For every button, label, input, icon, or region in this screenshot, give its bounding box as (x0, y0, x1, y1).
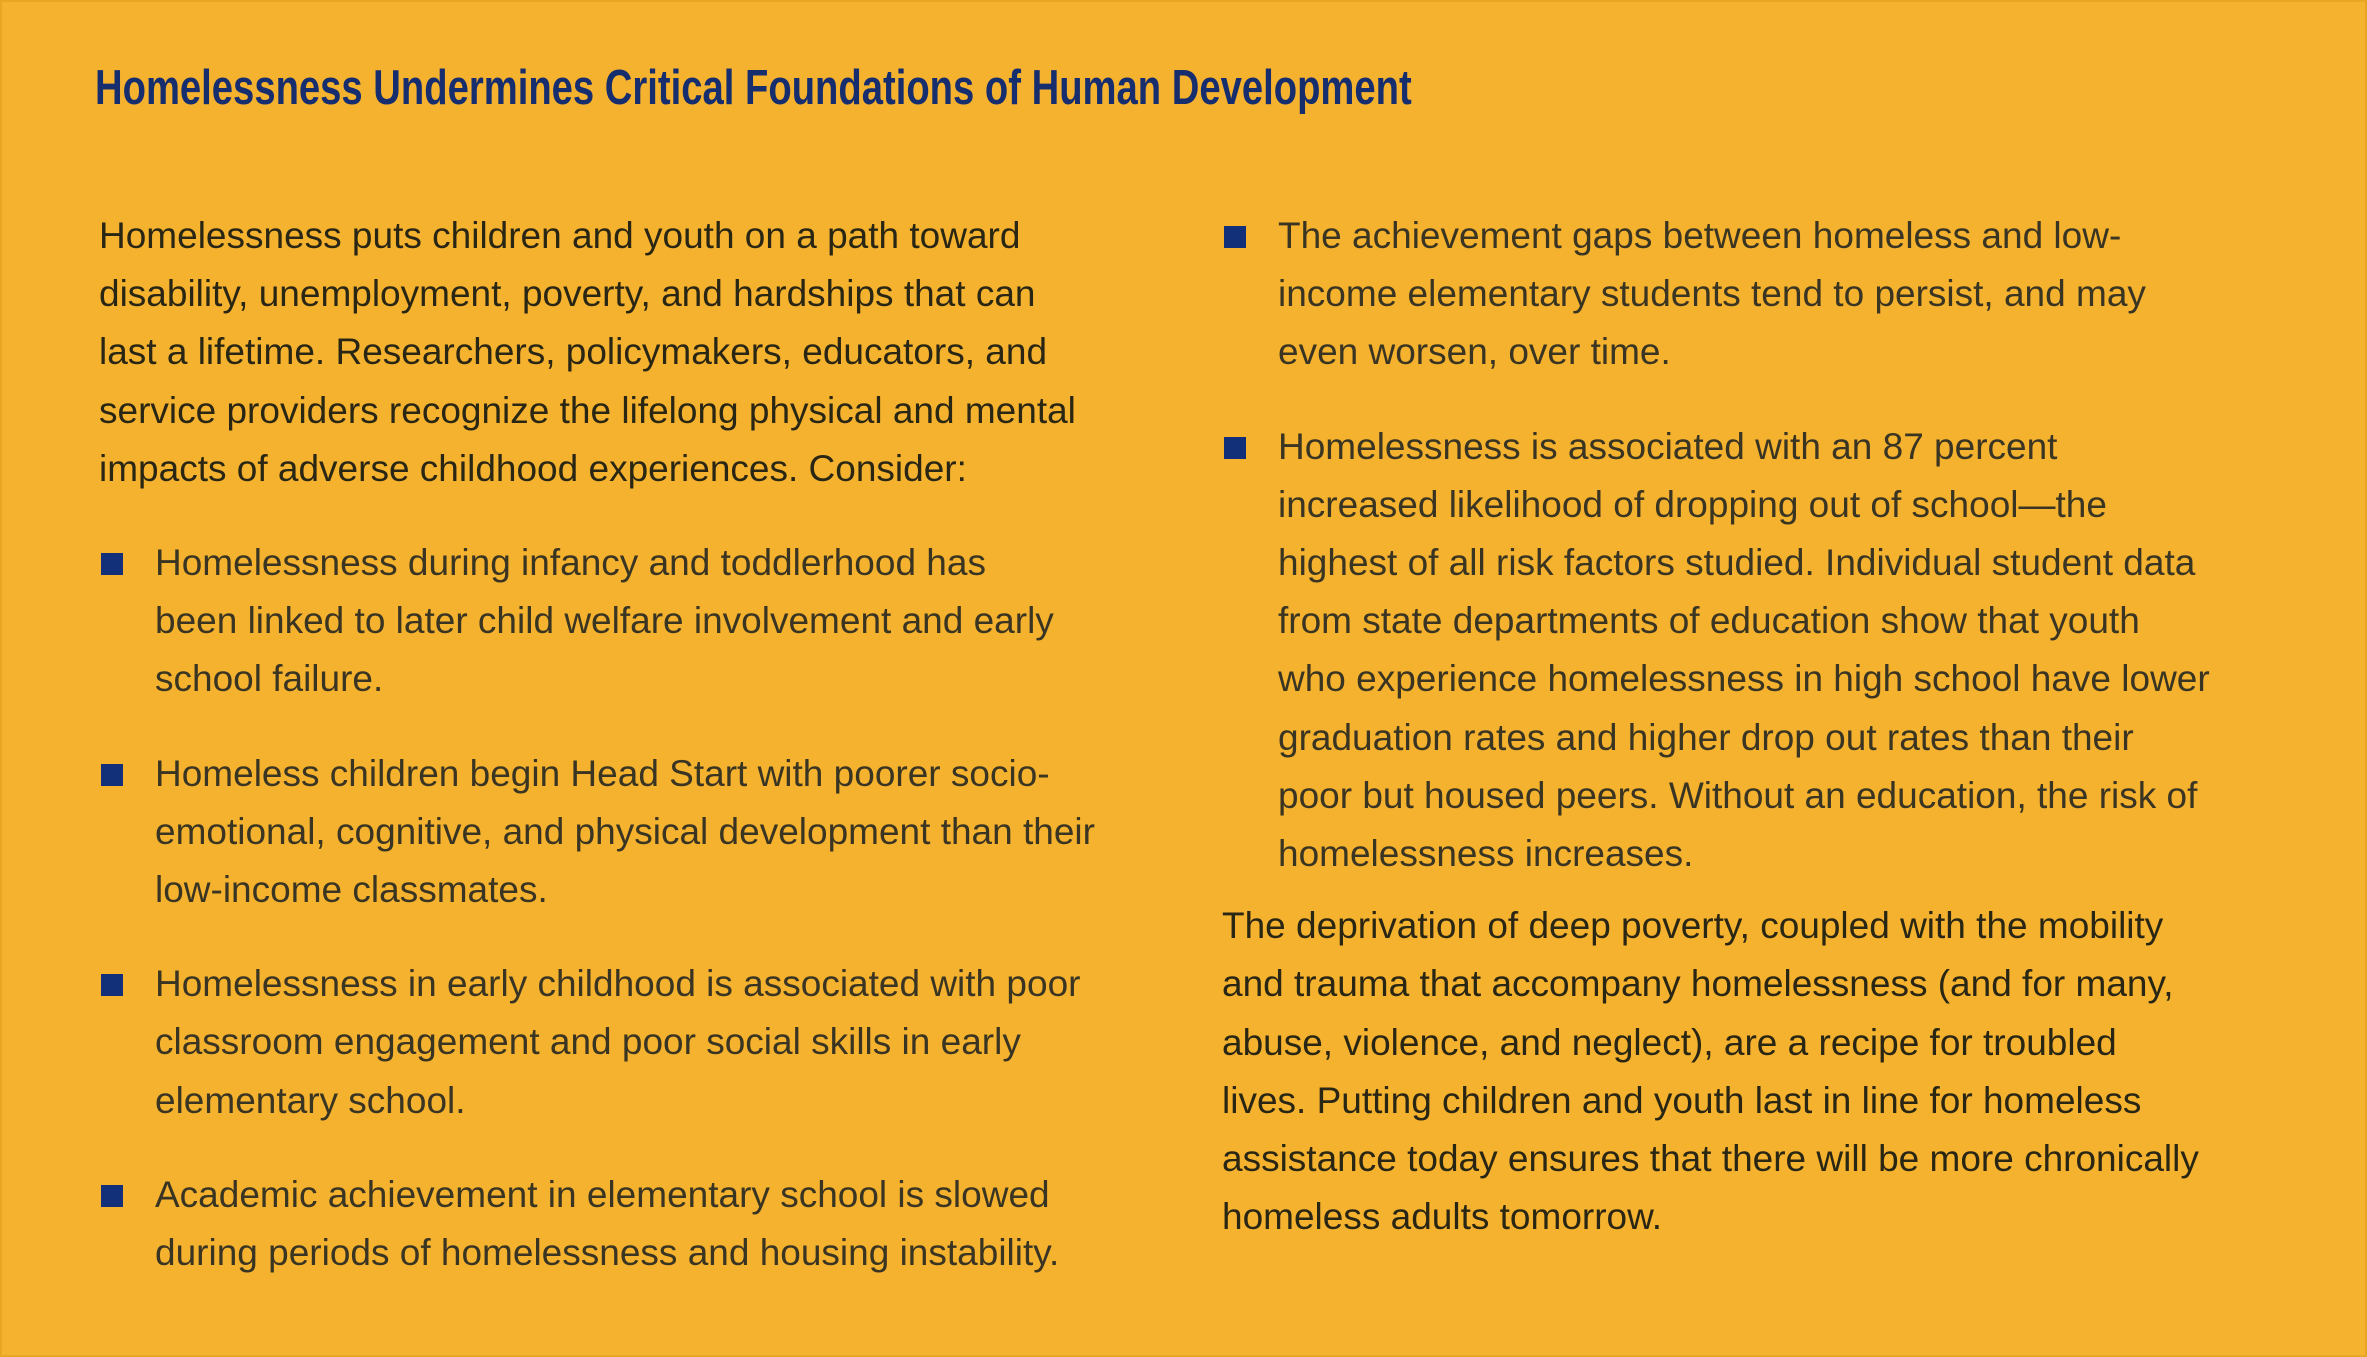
text-line: during periods of homelessness and housing instability. (155, 1232, 1060, 1274)
bullet-item (1222, 207, 2282, 382)
text-line: impacts of adverse childhood experiences. Consider: (99, 447, 967, 489)
text-line: from state departments of education show that youth (1278, 600, 2140, 642)
closing-paragraph (1222, 897, 2282, 1246)
text-line: even worsen, over time. (1278, 331, 1671, 373)
left-column (99, 207, 1179, 1282)
intro-paragraph (99, 207, 1179, 498)
text-line: disability, unemployment, poverty, and hardships that can (99, 273, 1036, 315)
text-line: The deprivation of deep poverty, coupled with the mobility (1222, 905, 2164, 947)
bullet-item (99, 745, 1179, 920)
right-bullet-list (1222, 207, 2282, 883)
text-line: and trauma that accompany homelessness (and for many, (1222, 963, 2174, 1005)
text-line: poor but housed peers. Without an education, the risk of (1278, 774, 2198, 816)
text-line: elementary school. (155, 1079, 466, 1121)
bullet-item (99, 534, 1179, 709)
text-line: classroom engagement and poor social skills in early (155, 1021, 1021, 1063)
text-line: homeless adults tomorrow. (1222, 1196, 1663, 1238)
text-line: school failure. (155, 658, 384, 700)
bullet-item (1222, 418, 2282, 884)
text-line: assistance today ensures that there will be more chronically (1222, 1138, 2199, 1180)
square-bullet-icon (101, 1185, 123, 1207)
text-line: homelessness increases. (1278, 833, 1694, 875)
text-line: Homeless children begin Head Start with poorer socio- (155, 752, 1050, 794)
bullet-item (99, 955, 1179, 1130)
text-line: who experience homelessness in high school have lower (1278, 658, 2210, 700)
right-column (1222, 207, 2282, 1246)
text-line: been linked to later child welfare involvement and early (155, 600, 1054, 642)
text-line: increased likelihood of dropping out of school—the (1278, 483, 2107, 525)
text-line: Homelessness in early childhood is associated with poor (155, 963, 1081, 1005)
text-line: low-income classmates. (155, 869, 548, 911)
text-line: The achievement gaps between homeless and low- (1278, 215, 2122, 256)
text-line: abuse, violence, and neglect), are a recipe for troubled (1222, 1021, 2117, 1063)
square-bullet-icon (101, 764, 123, 786)
square-bullet-icon (1224, 437, 1246, 459)
text-line: lives. Putting children and youth last in line for homeless (1222, 1079, 2142, 1121)
bullet-item (99, 1166, 1179, 1282)
text-line: income elementary students tend to persist, and may (1278, 273, 2146, 315)
text-line: emotional, cognitive, and physical development than their (155, 810, 1095, 852)
text-line: Homelessness during infancy and toddlerhood has (155, 542, 986, 584)
left-bullet-list (99, 534, 1179, 1282)
text-line: Academic achievement in elementary school is slowed (155, 1173, 1050, 1215)
square-bullet-icon (101, 553, 123, 575)
text-line: last a lifetime. Researchers, policymakers, educators, and (99, 331, 1048, 373)
text-line: graduation rates and higher drop out rates than their (1278, 716, 2134, 758)
text-line: highest of all risk factors studied. Individual student data (1278, 542, 2196, 584)
text-line: Homelessness is associated with an 87 percent (1278, 425, 2058, 467)
text-line: service providers recognize the lifelong physical and mental (99, 389, 1076, 431)
page-title: Homelessness Undermines Critical Foundations of Human Development (95, 61, 1412, 115)
text-line: Homelessness puts children and youth on a path toward (99, 215, 1021, 256)
square-bullet-icon (1224, 226, 1246, 248)
square-bullet-icon (101, 974, 123, 996)
